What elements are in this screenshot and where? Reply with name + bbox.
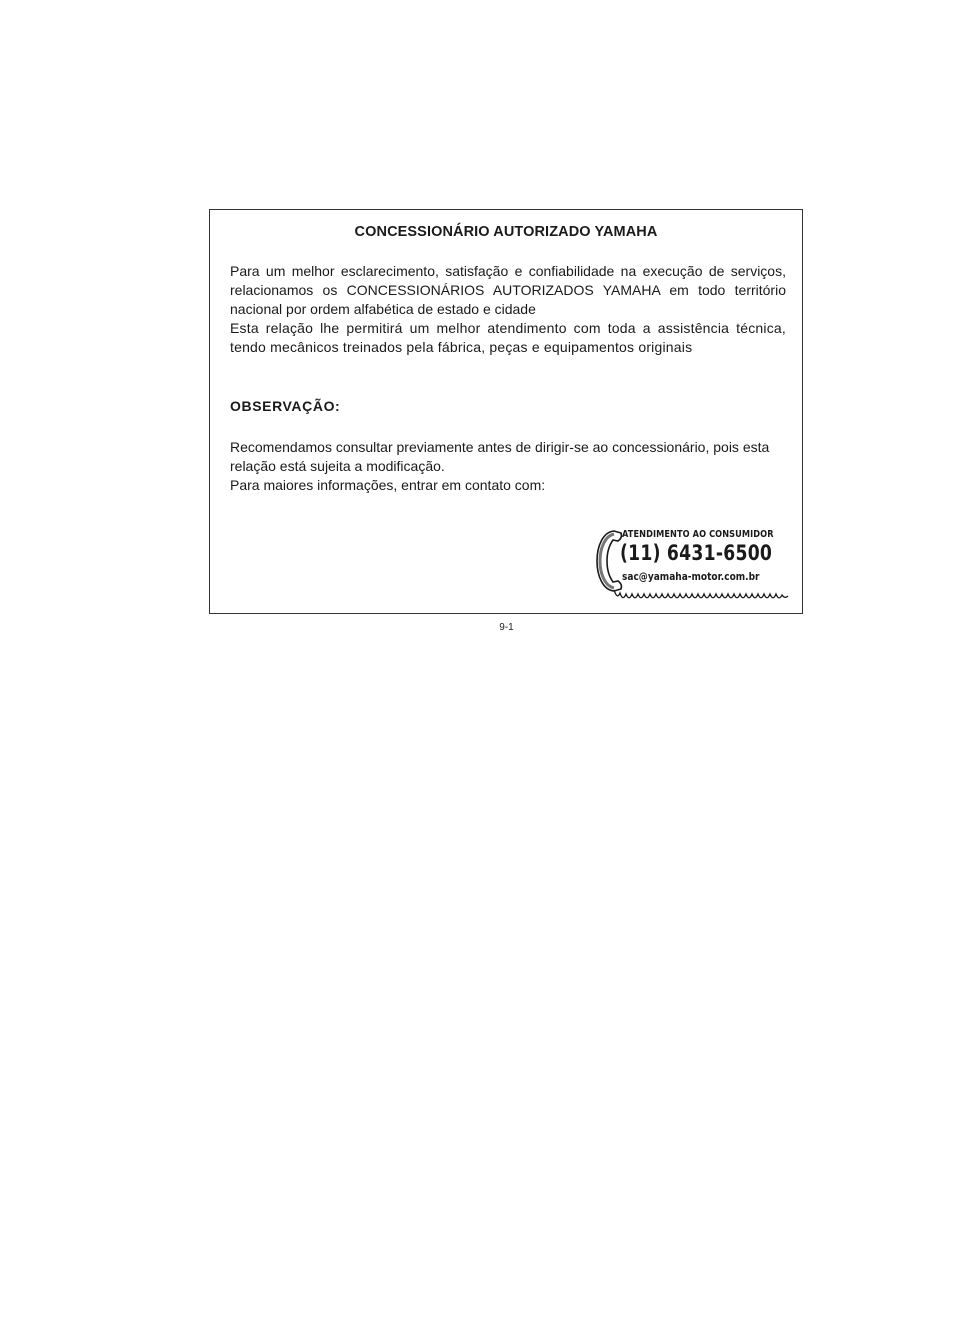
- observation-line: Recomendamos consultar previamente antes de dirigir-se ao concessionário, pois esta relação está sujeita a modificação.: [230, 439, 770, 474]
- notice-title: CONCESSIONÁRIO AUTORIZADO YAMAHA: [354, 224, 658, 240]
- observation-line: Para maiores informações, entrar em contato com:: [230, 477, 546, 493]
- phone-cord-decoration: [612, 586, 792, 602]
- dealer-notice-box: [209, 209, 803, 614]
- page-number: 9-1: [499, 622, 514, 633]
- assistance-paragraph: Esta relação lhe permitirá um melhor atendimento com toda a assistência técnica, tendo mecânicos treinados pela fábrica, peças e equipamentos originais: [230, 320, 786, 355]
- consumer-service-contact: [594, 526, 792, 606]
- observation-text: [230, 438, 786, 495]
- observation-heading: OBSERVAÇÃO:: [230, 398, 341, 414]
- intro-paragraph: Para um melhor esclarecimento, satisfação e confiabilidade na execução de serviços, relacionamos os CONCESSIONÁRIOS AUTORIZADOS YAMAHA em todo território nacional por ordem alfabética de estado e cidade: [230, 263, 786, 317]
- contact-label: ATENDIMENTO AO CONSUMIDOR: [622, 529, 774, 540]
- contact-email: sac@yamaha-motor.com.br: [622, 570, 760, 583]
- contact-phone-number: (11) 6431-6500: [620, 541, 773, 565]
